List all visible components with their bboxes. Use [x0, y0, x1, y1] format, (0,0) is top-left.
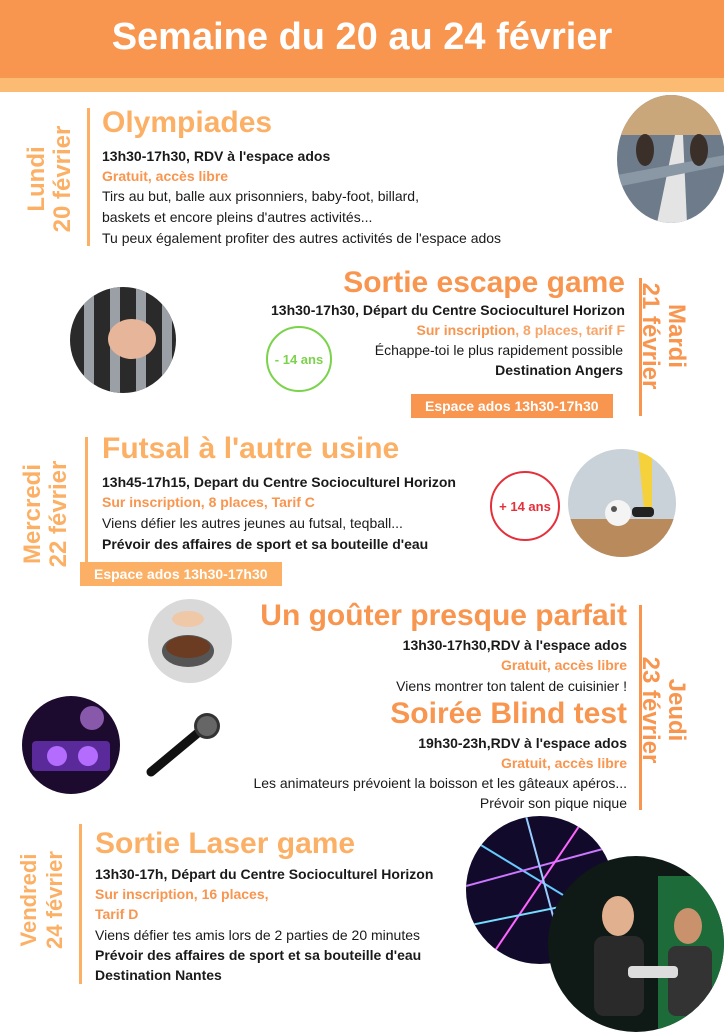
- event-title-escape-game: Sortie escape game: [343, 266, 625, 299]
- divider-monday: [87, 108, 90, 246]
- event-note: Prévoir des affaires de sport et sa bouteille d'eau: [102, 536, 429, 552]
- photo-laser-game-players: [548, 856, 724, 1032]
- event-price: Sur inscription, 16 places,: [95, 886, 269, 902]
- header-underline: [0, 78, 724, 92]
- event-title-blind-test: Soirée Blind test: [390, 697, 627, 730]
- event-price: Sur inscription, 8 places, tarif F: [416, 322, 625, 338]
- day-label-monday: Lundi 20 février: [23, 125, 76, 233]
- event-note: Prévoir des affaires de sport et sa bouteille d'eau: [95, 947, 422, 963]
- divider-wednesday: [85, 437, 88, 567]
- event-price: Gratuit, accès libre: [102, 168, 229, 184]
- photo-dj-turntable: [22, 696, 120, 794]
- event-price: Gratuit, accès libre: [500, 657, 627, 673]
- event-time: 13h30-17h30,RDV à l'espace ados: [402, 637, 627, 653]
- photo-prison-bars: [70, 287, 176, 393]
- event-title-laser-game: Sortie Laser game: [95, 827, 356, 860]
- divider-friday: [79, 824, 82, 984]
- photo-running-track: [617, 95, 724, 223]
- event-destination: Destination Angers: [495, 362, 623, 378]
- event-description: Viens défier les autres jeunes au futsal, teqball...: [102, 515, 403, 531]
- day-label-friday: Vendredi 24 février: [16, 851, 67, 949]
- page-title: Semaine du 20 au 24 février: [111, 16, 613, 58]
- event-destination: Destination Nantes: [95, 967, 222, 983]
- tag-espace-ados: Espace ados 13h30-17h30: [80, 562, 282, 586]
- event-title-gouter: Un goûter presque parfait: [260, 599, 627, 632]
- event-title-olympiades: Olympiades: [102, 106, 273, 139]
- event-price: Sur inscription, 8 places, Tarif C: [102, 494, 315, 510]
- event-description: Les animateurs prévoient la boisson et les gâteaux apéros...: [253, 775, 627, 791]
- age-badge-over-14: + 14 ans: [490, 471, 560, 541]
- event-description: baskets et encore pleins d'autres activités...: [102, 209, 373, 225]
- event-time: 13h30-17h30, Départ du Centre Socioculturel Horizon: [271, 302, 625, 318]
- event-price: Tarif D: [95, 906, 139, 922]
- day-label-wednesday: Mercredi 22 février: [19, 460, 72, 568]
- event-title-futsal: Futsal à l'autre usine: [102, 432, 400, 465]
- day-label-tuesday: Mardi 21 février: [637, 282, 690, 390]
- event-time: 19h30-23h,RDV à l'espace ados: [418, 735, 627, 751]
- event-time: 13h30-17h, Départ du Centre Socioculturel Horizon: [95, 866, 434, 882]
- event-description: Échappe-toi le plus rapidement possible: [374, 342, 623, 358]
- microphone-icon: [145, 710, 225, 780]
- event-time: 13h30-17h30, RDV à l'espace ados: [102, 148, 331, 164]
- event-description: Viens défier tes amis lors de 2 parties de 20 minutes: [95, 927, 421, 943]
- age-badge-under-14: - 14 ans: [266, 326, 332, 392]
- tag-espace-ados: Espace ados 13h30-17h30: [411, 394, 613, 418]
- event-note: Prévoir son pique nique: [479, 795, 627, 811]
- event-time: 13h45-17h15, Depart du Centre Socioculturel Horizon: [102, 474, 456, 490]
- event-description: Tu peux également profiter des autres activités de l'espace ados: [102, 230, 502, 246]
- event-description: Tirs au but, balle aux prisonniers, baby-foot, billard,: [102, 188, 419, 204]
- photo-futsal-ball: [568, 449, 676, 557]
- event-price: Gratuit, accès libre: [500, 755, 627, 771]
- day-label-thursday: Jeudi 23 février: [637, 656, 690, 764]
- event-description: Viens montrer ton talent de cuisinier !: [396, 678, 627, 694]
